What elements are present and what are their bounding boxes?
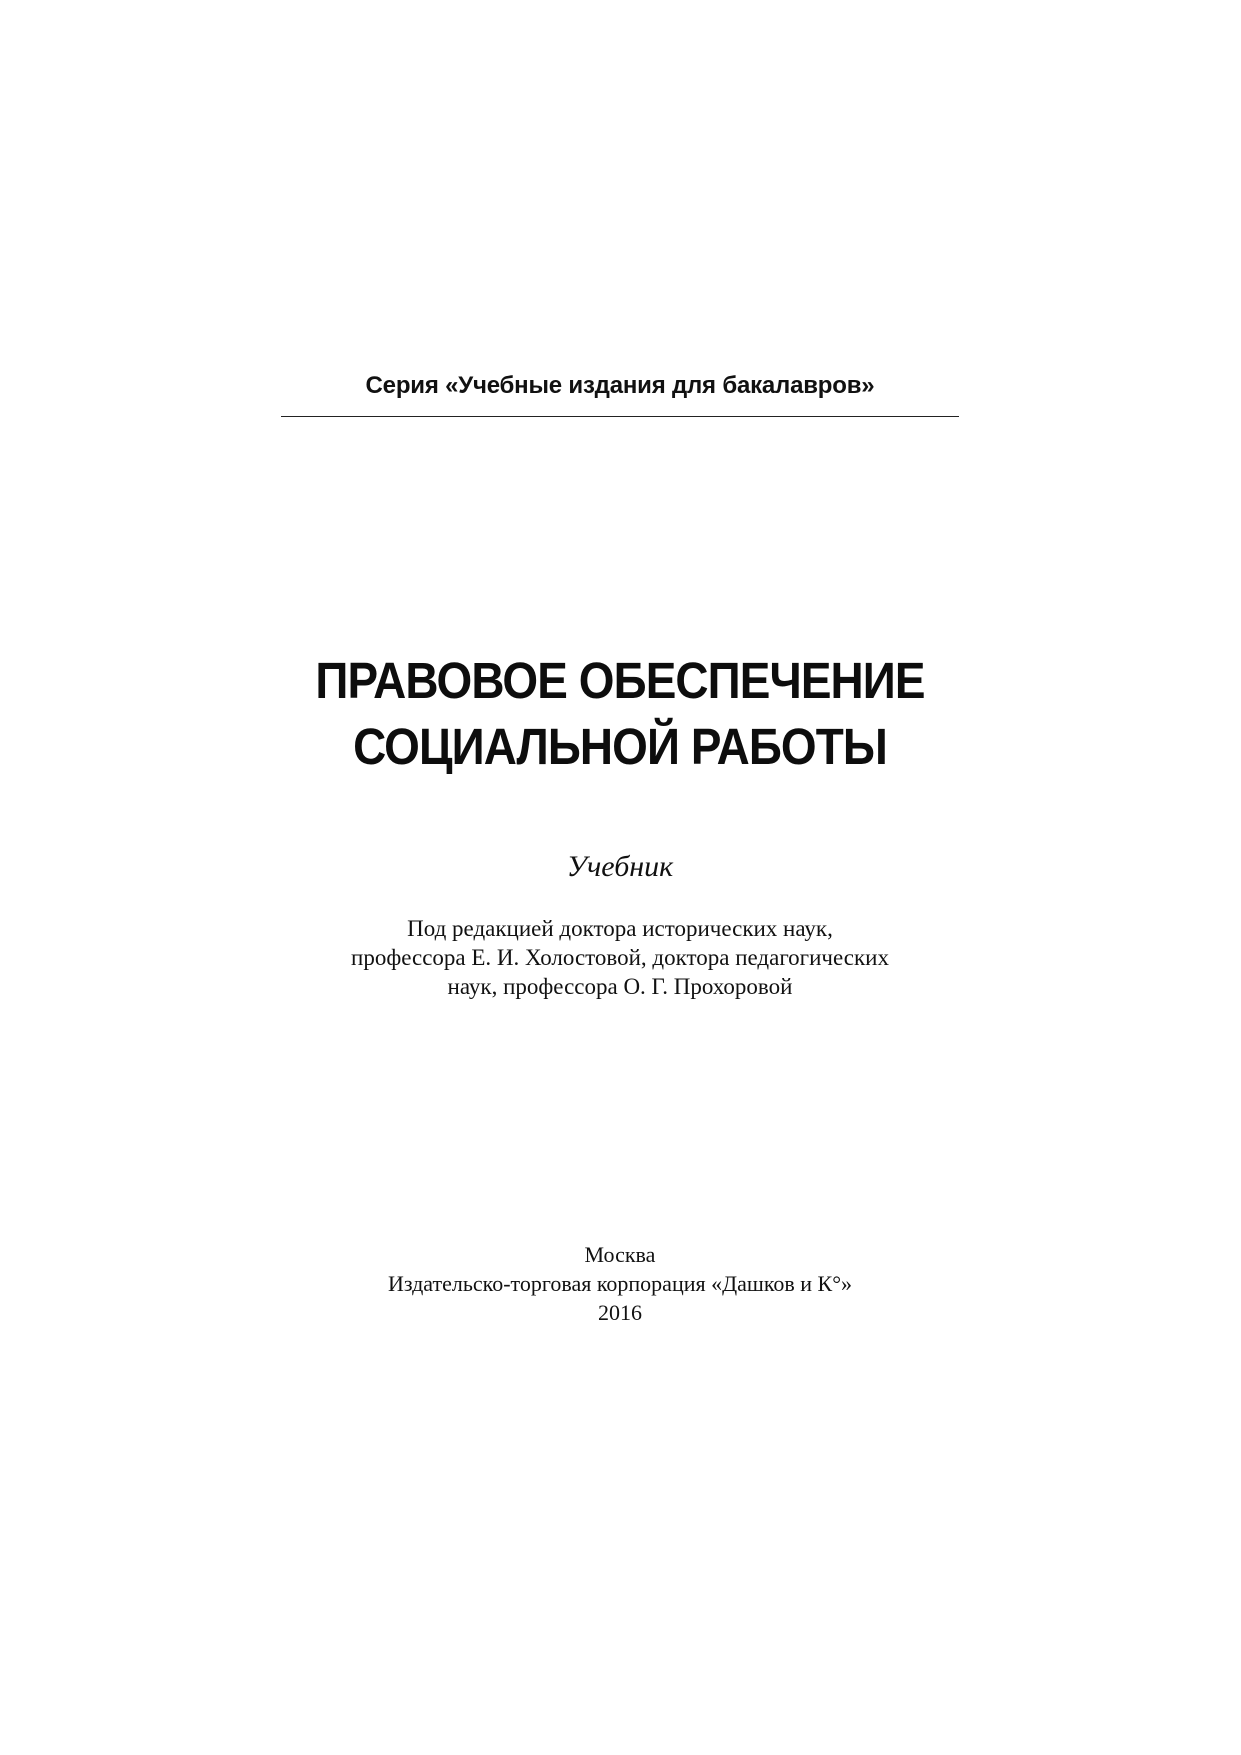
book-genre: Учебник xyxy=(566,850,674,883)
editors-line: Под редакцией доктора исторических наук, xyxy=(407,916,833,941)
imprint-publisher: Издательско-торговая корпорация «Дашков и К°» xyxy=(387,1271,853,1296)
editors-line: наук, профессора О. Г. Прохоровой xyxy=(447,974,793,999)
series-heading: Серия «Учебные издания для бакалавров» xyxy=(365,372,875,399)
book-title-line: ПРАВОВОЕ ОБЕСПЕЧЕНИЕ xyxy=(315,652,925,709)
imprint xyxy=(270,1240,970,1327)
editors-line: профессора Е. И. Холостовой, доктора педагогических xyxy=(351,945,889,970)
editors-credit xyxy=(270,914,970,1001)
imprint-year: 2016 xyxy=(598,1300,642,1325)
series-divider xyxy=(281,416,959,417)
book-title xyxy=(242,648,998,780)
imprint-city: Москва xyxy=(584,1242,656,1267)
book-title-line: СОЦИАЛЬНОЙ РАБОТЫ xyxy=(353,718,887,775)
